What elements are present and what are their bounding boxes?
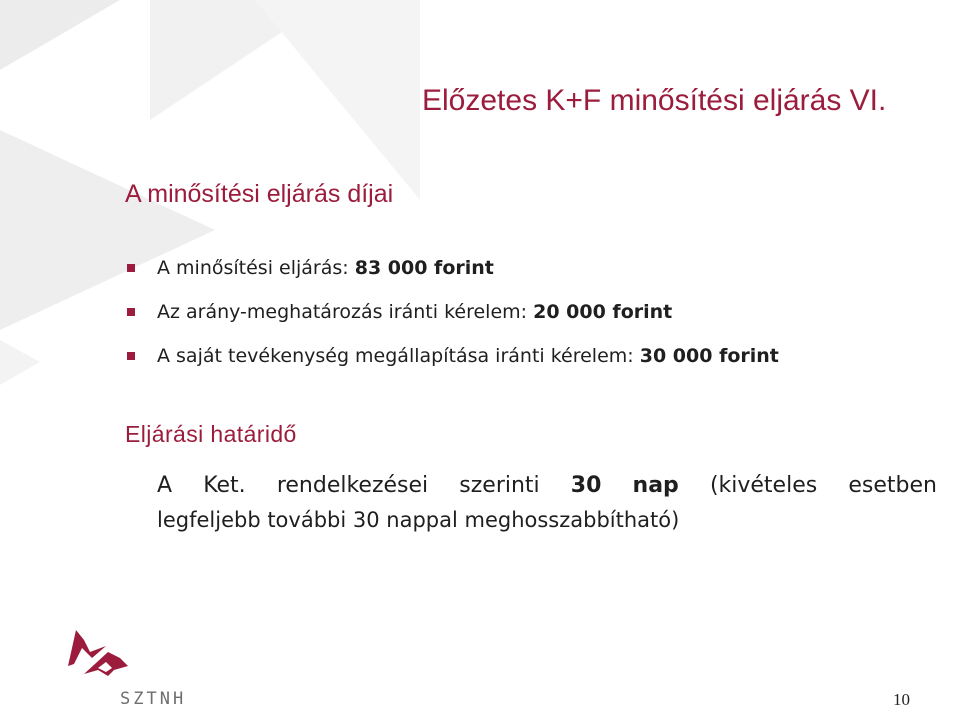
deadline-line-1	[157, 468, 937, 503]
fee-value: 30 000 forint	[639, 345, 779, 367]
word: A	[157, 473, 173, 498]
word-bold: 30	[570, 473, 602, 498]
fee-label: Az arány-meghatározás iránti kérelem:	[157, 301, 528, 323]
list-item	[127, 246, 779, 290]
word: (kivételes	[709, 473, 818, 498]
word: rendelkezései	[276, 473, 429, 498]
fee-label: A saját tevékenység megállapítása iránti kérelem:	[157, 345, 634, 367]
slide-title: Előzetes K+F minősítési eljárás VI.	[422, 84, 887, 117]
fees-heading: A minősítési eljárás díjai	[125, 180, 394, 208]
fee-label: A minősítési eljárás:	[157, 257, 349, 279]
square-bullet-icon	[127, 352, 135, 360]
page-number: 10	[893, 690, 910, 709]
list-item	[127, 334, 779, 378]
logo-text: SZTNH	[120, 689, 187, 709]
word: esetben	[848, 473, 937, 498]
deadline-line-2: legfeljebb további 30 nappal meghosszabbítható)	[157, 508, 680, 532]
word: szerinti	[459, 473, 540, 498]
word: Ket.	[203, 473, 246, 498]
deadline-text	[157, 468, 937, 538]
fee-list	[127, 246, 779, 378]
list-item	[127, 290, 779, 334]
fee-value: 20 000 forint	[533, 301, 673, 323]
sztnh-logo-icon	[62, 628, 142, 688]
word-bold: nap	[632, 473, 679, 498]
square-bullet-icon	[127, 264, 135, 272]
square-bullet-icon	[127, 308, 135, 316]
fee-value: 83 000 forint	[354, 257, 494, 279]
deadline-heading: Eljárási határidő	[125, 421, 297, 447]
